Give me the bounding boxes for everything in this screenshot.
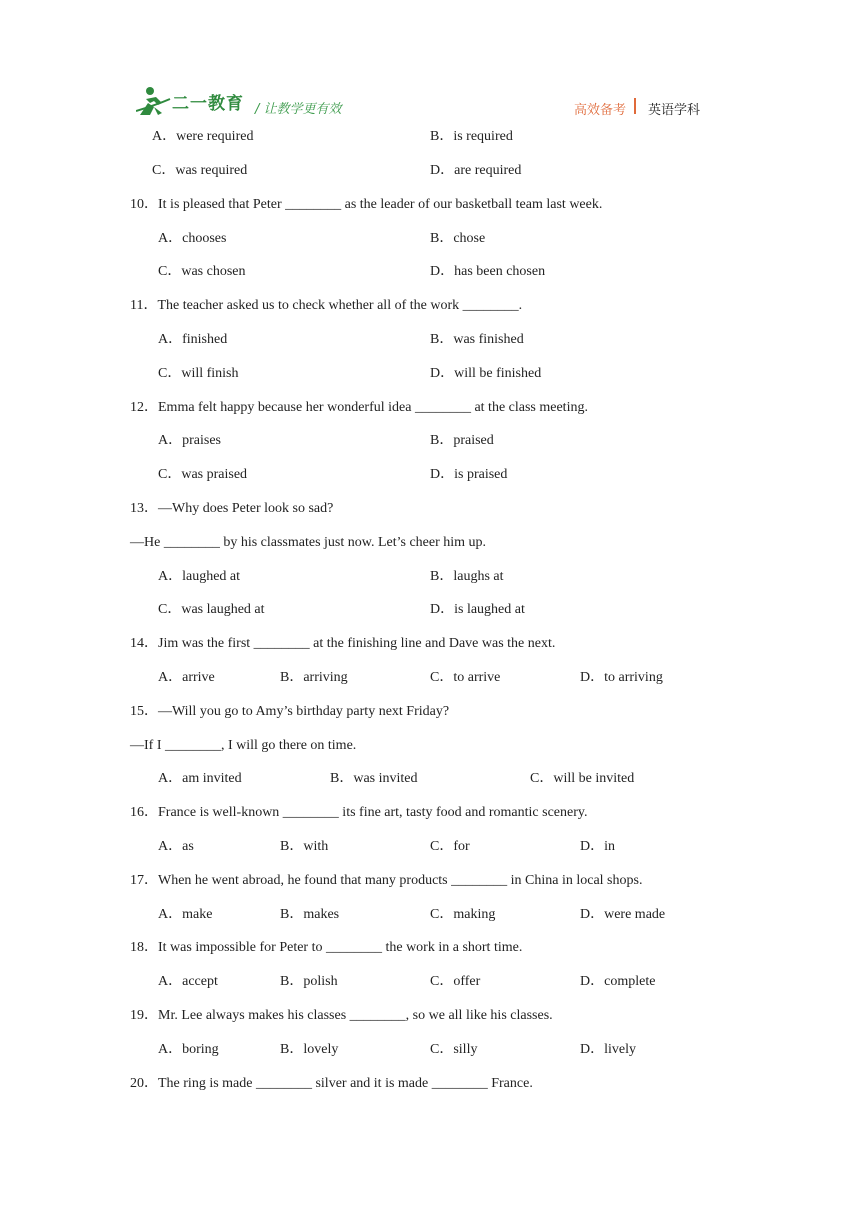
q17-option-d: D．were made (580, 907, 666, 922)
q11-option-d: D．will be finished (430, 366, 542, 381)
q18-option-d: D．complete (580, 974, 656, 989)
q15-option-c: C．will be invited (530, 771, 635, 786)
q18-option-c: C．offer (430, 974, 481, 989)
logo-text: 二一教育 (172, 94, 244, 114)
q19-option-c: C．silly (430, 1042, 478, 1057)
q19-option-d: D．lively (580, 1042, 636, 1057)
q16-stem: 16．France is well-known ________ its fine art, tasty food and romantic scenery. (130, 805, 588, 820)
q14-option-b: B．arriving (280, 670, 348, 685)
q12-option-a: A．praises (158, 433, 221, 448)
header-divider (634, 98, 636, 114)
q13-stem: 13．—Why does Peter look so sad? (130, 501, 334, 516)
q13-option-a: A．laughed at (158, 569, 241, 584)
q11-option-c: C．will finish (158, 366, 239, 381)
q14-option-c: C．to arrive (430, 670, 501, 685)
q10-option-d: D．has been chosen (430, 264, 546, 279)
q11-stem: 11．The teacher asked us to check whether all of the work ________. (130, 298, 523, 313)
slogan: / 让教学更有效 (255, 102, 342, 117)
q11-option-a: A．finished (158, 332, 228, 347)
q18-option-a: A．accept (158, 974, 218, 989)
page-header (0, 0, 860, 130)
q13-stem-reply: —He ________ by his classmates just now. Let’s cheer him up. (130, 535, 487, 550)
q15-option-a: A．am invited (158, 771, 242, 786)
tagline: 高效备考 (573, 103, 626, 118)
q17-option-b: B．makes (280, 907, 340, 922)
q19-option-b: B．lovely (280, 1042, 339, 1057)
q10-option-c: C．was chosen (158, 264, 246, 279)
q17-option-c: C．making (430, 907, 496, 922)
q10-option-a: A．chooses (158, 231, 227, 246)
q16-option-a: A．as (158, 839, 194, 854)
q20-stem: 20．The ring is made ________ silver and it is made ________ France. (130, 1076, 533, 1091)
q15-stem: 15．—Will you go to Amy’s birthday party next Friday? (130, 704, 450, 719)
q19-option-a: A．boring (158, 1042, 219, 1057)
q9-option-c: C．was required (152, 163, 248, 178)
q9-option-d: D．are required (430, 163, 522, 178)
q13-option-d: D．is laughed at (430, 602, 525, 617)
q14-stem: 14．Jim was the first ________ at the finishing line and Dave was the next. (130, 636, 556, 651)
q15-stem-reply: —If I ________, I will go there on time. (130, 738, 357, 753)
q19-stem: 19．Mr. Lee always makes his classes ________, so we all like his classes. (130, 1008, 553, 1023)
q16-option-d: D．in (580, 839, 615, 854)
q17-option-a: A．make (158, 907, 213, 922)
q9-option-b: B．is required (430, 129, 513, 144)
q12-stem: 12．Emma felt happy because her wonderful idea ________ at the class meeting. (130, 400, 588, 415)
q10-option-b: B．chose (430, 231, 486, 246)
q13-option-b: B．laughs at (430, 569, 504, 584)
subject-label: 英语学科 (648, 103, 701, 118)
q11-option-b: B．was finished (430, 332, 524, 347)
q16-option-c: C．for (430, 839, 470, 854)
q14-option-d: D．to arriving (580, 670, 663, 685)
q10-stem: 10．It is pleased that Peter ________ as the leader of our basketball team last week. (130, 197, 603, 212)
q12-option-b: B．praised (430, 433, 494, 448)
q15-option-b: B．was invited (330, 771, 418, 786)
q13-option-c: C．was laughed at (158, 602, 265, 617)
q17-stem: 17．When he went abroad, he found that many products ________ in China in local shops. (130, 873, 643, 888)
q14-option-a: A．arrive (158, 670, 215, 685)
q16-option-b: B．with (280, 839, 329, 854)
q12-option-c: C．was praised (158, 467, 248, 482)
q9-option-a: A．were required (152, 129, 254, 144)
q12-option-d: D．is praised (430, 467, 508, 482)
q18-stem: 18．It was impossible for Peter to ________ the work in a short time. (130, 940, 523, 955)
q18-option-b: B．polish (280, 974, 338, 989)
